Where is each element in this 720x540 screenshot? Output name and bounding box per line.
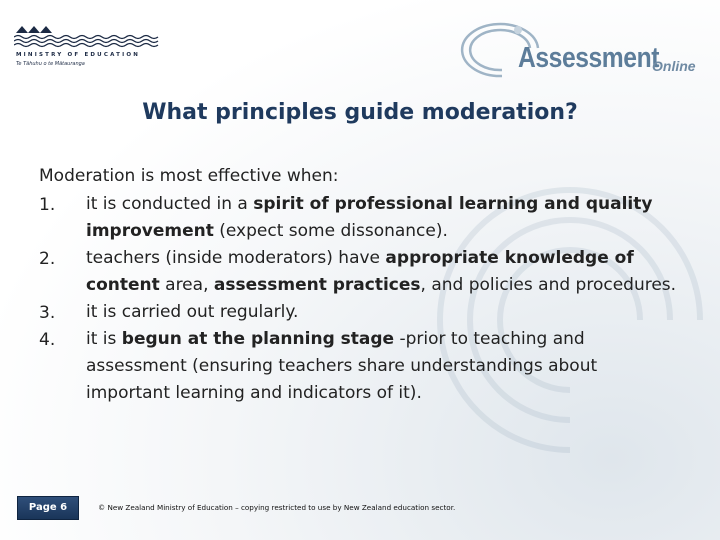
list-item-number: 2. xyxy=(39,249,56,269)
list-item-text xyxy=(86,326,679,407)
assessment-online-logo xyxy=(458,18,698,78)
plain-text: (expect some dissonance). xyxy=(213,221,448,241)
ministry-emblem-icon xyxy=(14,24,164,48)
brand-assessment: Assessment xyxy=(518,42,659,74)
plain-text: -prior to teaching and assessment (ensuring teachers share understandings about important learning and indicators of it). xyxy=(86,329,598,403)
slide-body xyxy=(39,162,679,407)
list-item xyxy=(39,299,679,326)
emphasis-text: appropriate knowledge of content xyxy=(86,248,634,295)
plain-text: it is xyxy=(86,329,122,349)
list-item xyxy=(39,245,679,299)
list-item-number: 4. xyxy=(39,330,56,350)
emphasis-text: begun at the planning stage xyxy=(121,329,395,349)
emphasis-text: spirit of professional learning and quality improvement xyxy=(86,194,653,241)
plain-text: it is conducted in a xyxy=(86,194,254,214)
ministry-logo xyxy=(14,24,174,68)
plain-text: teachers (inside moderators) have xyxy=(86,248,386,268)
list-item-text xyxy=(86,191,679,245)
list-item xyxy=(39,191,679,245)
list-item-text xyxy=(86,245,679,299)
plain-text: area, xyxy=(159,275,214,295)
ministry-maori-name: Te Tāhuhu o te Mātauranga xyxy=(16,61,85,67)
emphasis-text: assessment practices xyxy=(213,275,421,295)
page-number-badge: Page 6 xyxy=(17,496,79,520)
principles-list xyxy=(39,191,679,407)
list-item-number: 1. xyxy=(39,195,56,215)
plain-text: , and policies and procedures. xyxy=(420,275,677,295)
slide-title: What principles guide moderation? xyxy=(142,100,578,125)
list-item-text xyxy=(86,299,679,326)
list-item xyxy=(39,326,679,407)
intro-text: Moderation is most effective when: xyxy=(39,166,339,186)
copyright-notice: © New Zealand Ministry of Education – copying restricted to use by New Zealand education sector. xyxy=(98,503,456,512)
list-item-number: 3. xyxy=(39,303,56,323)
plain-text: it is carried out regularly. xyxy=(86,302,299,322)
ministry-name: MINISTRY OF EDUCATION xyxy=(16,52,140,58)
brand-online: Online xyxy=(652,58,696,74)
